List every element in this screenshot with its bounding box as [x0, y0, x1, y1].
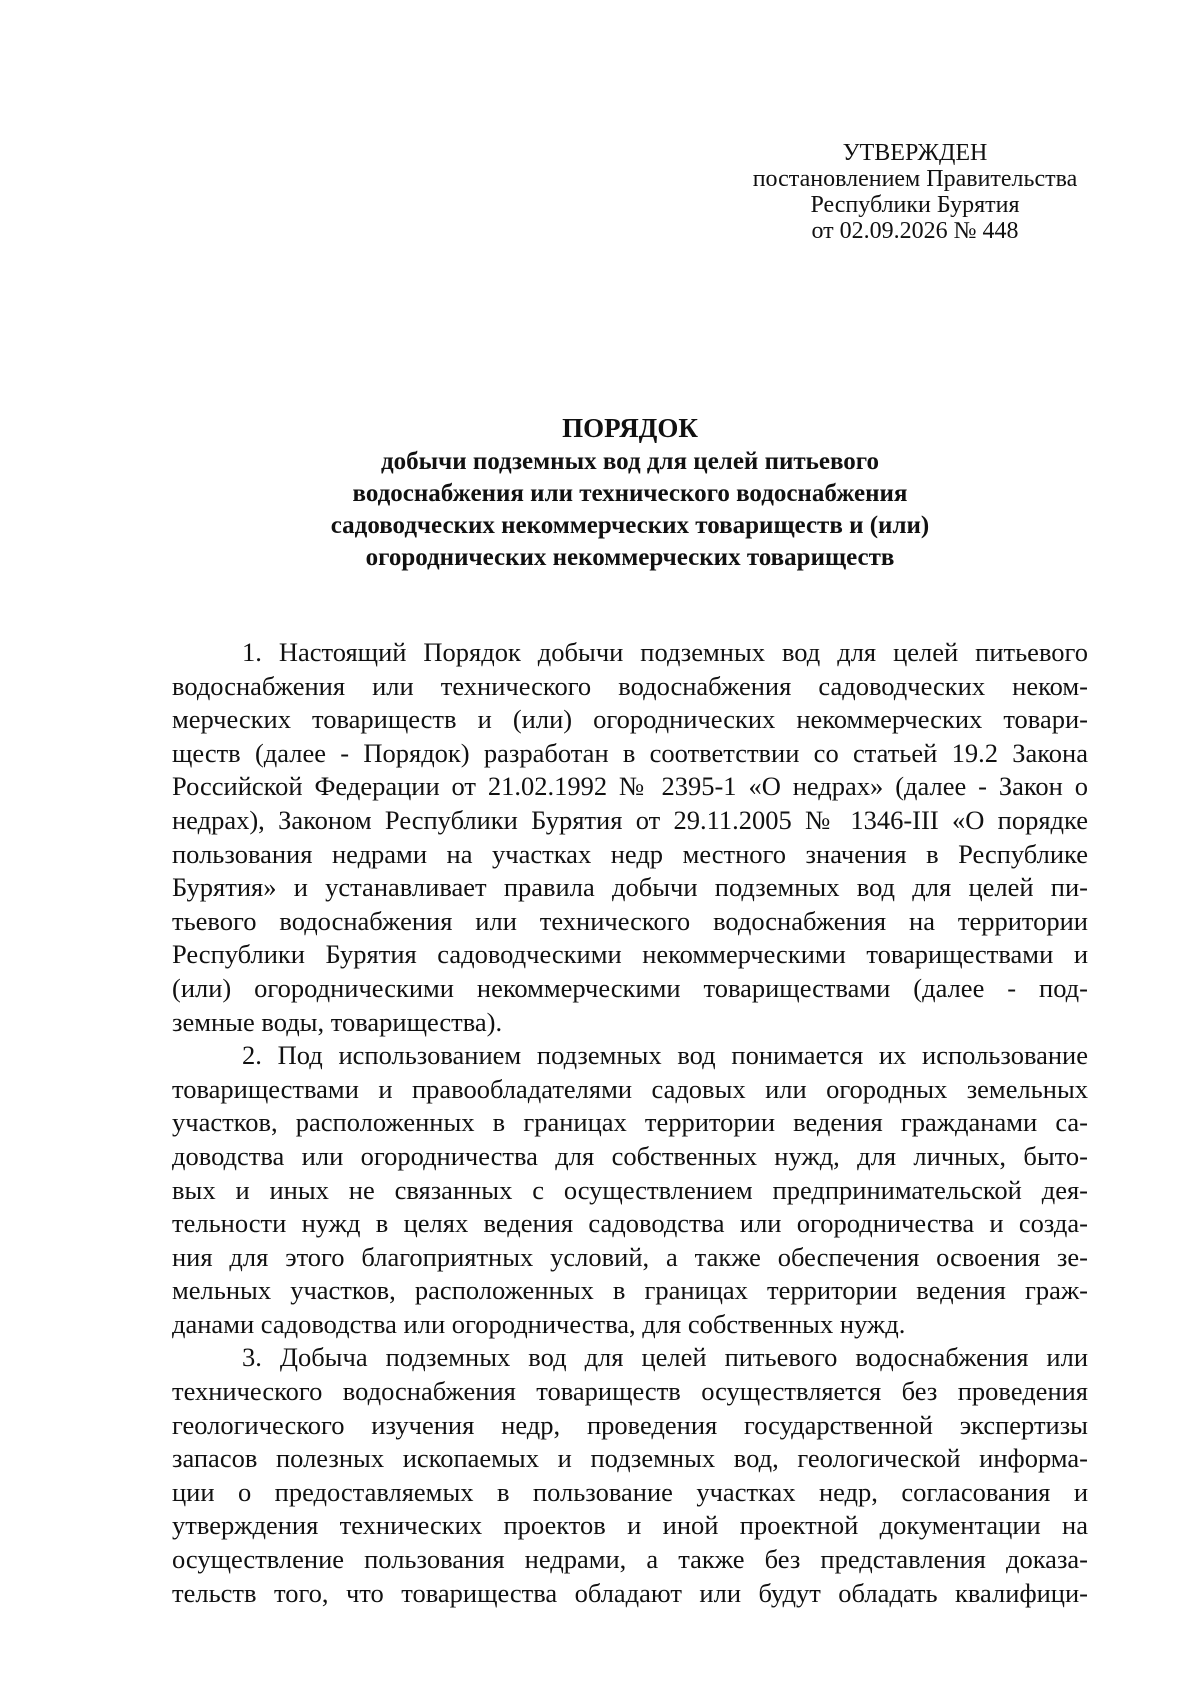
paragraph-line: Российской Федерации от 21.02.1992 № 2395-1 «О недрах» (далее - Закон о [172, 771, 1088, 802]
document-body [172, 636, 1088, 1610]
paragraph-line: вых и иных не связанных с осуществлением предпринимательской дея- [172, 1174, 1088, 1205]
paragraph-line: товариществами и правообладателями садовых или огородных земельных [172, 1073, 1088, 1104]
paragraph-line: ния для этого благоприятных условий, а также обеспечения освоения зе- [172, 1241, 1088, 1272]
stamp-line: УТВЕРЖДЕН [842, 140, 988, 166]
paragraph-line: водоснабжения или технического водоснабжения садоводческих неком- [172, 670, 1088, 701]
paragraph-line: (или) огородническими некоммерческими товариществами (далее - под- [172, 972, 1088, 1003]
document-subtitle-line: садоводческих некоммерческих товариществ и (или) [330, 512, 930, 539]
paragraph-line: Республики Бурятия садоводческими некоммерческими товариществами и [172, 939, 1088, 970]
paragraph [172, 636, 1088, 1039]
paragraph-line: технического водоснабжения товариществ осуществляется без проведения [172, 1376, 1088, 1407]
paragraph-line: недрах), Законом Республики Бурятия от 29.11.2005 № 1346-III «О порядке [172, 804, 1088, 835]
paragraph-line: мерческих товариществ и (или) огороднических некоммерческих товари- [172, 704, 1088, 735]
paragraph-line: геологического изучения недр, проведения государственной экспертизы [172, 1409, 1088, 1440]
paragraph-line: данами садоводства или огородничества, для собственных нужд. [172, 1308, 906, 1339]
paragraph [172, 1039, 1088, 1341]
document-title: ПОРЯДОК [562, 413, 698, 443]
paragraph-line: доводства или огородничества для собственных нужд, для личных, быто- [172, 1140, 1088, 1171]
stamp-line: постановлением Правительства [752, 166, 1078, 192]
paragraph-line: осуществление пользования недрами, а также без представления доказа- [172, 1544, 1088, 1575]
paragraph-line: тельности нужд в целях ведения садоводства или огородничества и созда- [172, 1208, 1088, 1239]
paragraph-line: утверждения технических проектов и иной проектной документации на [172, 1510, 1088, 1541]
stamp-line: от 02.09.2026 № 448 [811, 218, 1019, 244]
paragraph-line: запасов полезных ископаемых и подземных вод, геологической информа- [172, 1443, 1088, 1474]
paragraph-line: пользования недрами на участках недр местного значения в Республике [172, 838, 1088, 869]
paragraph [172, 1341, 1088, 1610]
document-subtitle-line: водоснабжения или технического водоснабжения [352, 480, 908, 507]
paragraph-line: 2. Под использованием подземных вод понимается их использование [242, 1040, 1088, 1071]
paragraph-line: ществ (далее - Порядок) разработан в соответствии со статьей 19.2 Закона [172, 737, 1088, 768]
paragraph-line: участков, расположенных в границах территории ведения гражданами са- [172, 1107, 1088, 1138]
paragraph-line: тельств того, что товарищества обладают или будут обладать квалифици- [172, 1577, 1088, 1608]
document-heading [172, 410, 1088, 574]
paragraph-line: Бурятия» и устанавливает правила добычи подземных вод для целей пи- [172, 872, 1088, 903]
paragraph-line: мельных участков, расположенных в границах территории ведения граж- [172, 1275, 1088, 1306]
paragraph-line: земные воды, товарищества). [172, 1006, 503, 1037]
paragraph-line: 3. Добыча подземных вод для целей питьевого водоснабжения или [242, 1342, 1088, 1373]
paragraph-line: ции о предоставляемых в пользование участках недр, согласования и [172, 1476, 1088, 1507]
paragraph-line: 1. Настоящий Порядок добычи подземных вод для целей питьевого [242, 637, 1088, 667]
approval-stamp [740, 140, 1090, 244]
document-subtitle-line: огороднических некоммерческих товариществ [365, 544, 895, 571]
document-subtitle-line: добычи подземных вод для целей питьевого [380, 448, 880, 475]
paragraph-line: тьевого водоснабжения или технического водоснабжения на территории [172, 905, 1088, 936]
stamp-line: Республики Бурятия [810, 192, 1020, 218]
